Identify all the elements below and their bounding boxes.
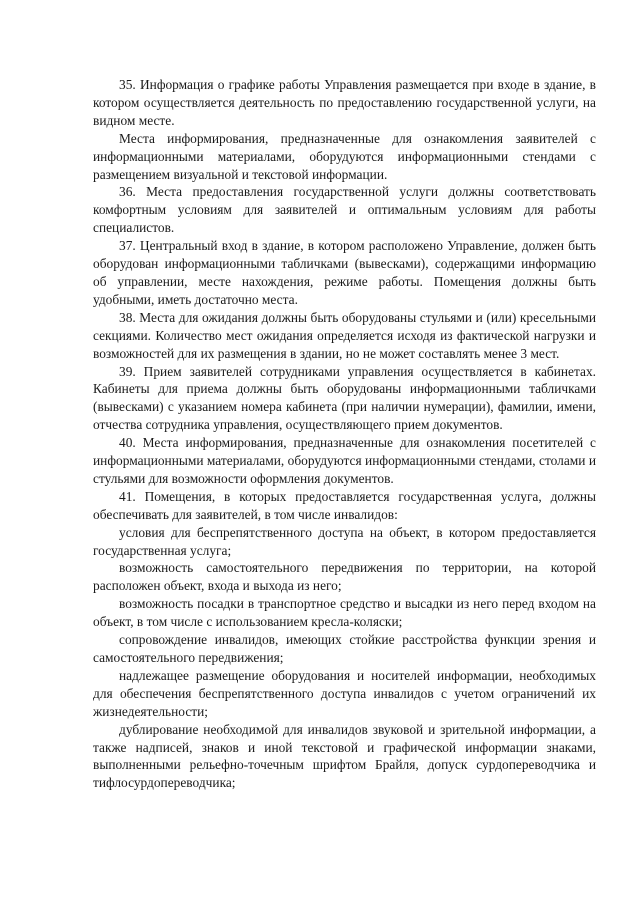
list-item-information-duplication: дублирование необходимой для инвалидов звуковой и зрительной информации, а также надписей, знаков и иной текстовой и графической информации знаками, выполненными рельефно-точечным шрифтом Брайля, допуск сурдопереводчика и тифлосурдопереводчика; — [93, 721, 596, 791]
list-item-equipment-placement: надлежащее размещение оборудования и носителей информации, необходимых для обеспечения беспрепятственного доступа инвалидов с учетом ограничений их жизнедеятельности; — [93, 667, 596, 719]
paragraph-36-service-places: 36. Места предоставления государственной услуги должны соответствовать комфортным условиям для заявителей и оптимальным условиям для работы специалистов. — [93, 184, 596, 236]
paragraph-38-waiting-places: 38. Места для ожидания должны быть оборудованы стульями и (или) кресельными секциями. Количество мест ожидания определяется исходя из фактической нагрузки и возможностей для их размещения в здании, но не может составлять менее 3 мест. — [93, 309, 596, 361]
document-body — [93, 76, 596, 792]
paragraph-41-premises: 41. Помещения, в которых предоставляется государственная услуга, должны обеспечивать для заявителей, в том числе инвалидов: — [93, 488, 596, 522]
list-item-escort: сопровождение инвалидов, имеющих стойкие расстройства функции зрения и самостоятельного передвижения; — [93, 632, 596, 665]
paragraph-40-information-stands: 40. Места информирования, предназначенные для ознакомления посетителей с информационными материалами, оборудуются информационными стендами, столами и стульями для возможности оформления документов. — [93, 435, 596, 486]
list-item-access-conditions: условия для беспрепятственного доступа на объект, в котором предоставляется государственная услуга; — [93, 524, 596, 558]
paragraph-35-schedule-info: 35. Информация о графике работы Управления размещается при входе в здание, в котором осуществляется деятельность по предоставлению государственной услуги, на видном месте. — [93, 77, 596, 128]
list-item-vehicle-boarding: возможность посадки в транспортное средство и высадки из него перед входом на объект, в том числе с использованием кресла-коляски; — [93, 596, 596, 630]
paragraph-39-reception: 39. Прием заявителей сотрудниками управления осуществляется в кабинетах. Кабинеты для приема должны быть оборудованы информационными табличками (вывесками) с указанием номера кабинета (при наличии нумерации), фамилии, имени, отчества сотрудника управления, осуществляющего прием документов. — [93, 363, 596, 433]
paragraph-information-places: Места информирования, предназначенные для ознакомления заявителей с информационными материалами, оборудуются информационными стендами с размещением визуальной и текстовой информации. — [93, 130, 596, 182]
list-item-self-movement: возможность самостоятельного передвижения по территории, на которой расположен объект, входа и выхода из него; — [93, 560, 596, 594]
paragraph-37-central-entrance: 37. Центральный вход в здание, в котором расположено Управление, должен быть оборудован информационными табличками (вывесками), содержащими информацию об управлении, месте нахождения, режиме работы. Помещения должны быть удобными, иметь достаточно места. — [93, 238, 596, 307]
